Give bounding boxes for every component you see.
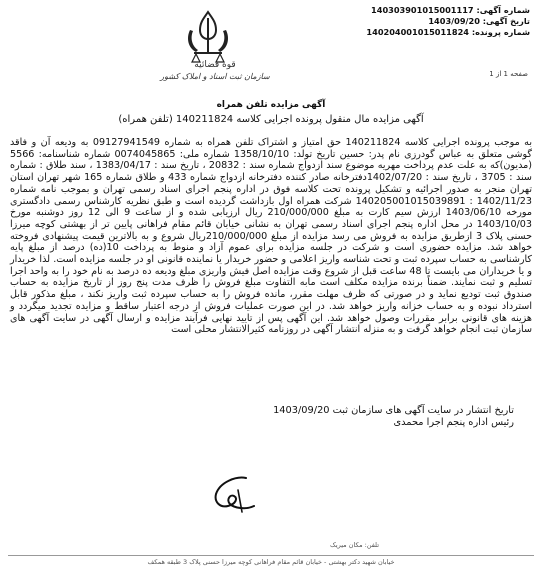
address-line: خیابان شهید دکتر بهشتی - خیابان قائم مقام فراهانی کوچه میرزا حسنی پلاک 3 طبقه همکف bbox=[147, 558, 395, 566]
footer-divider bbox=[8, 555, 534, 556]
org-judiciary: قوه قضائیه bbox=[194, 60, 236, 70]
ad-number: شماره آگهی: 140303901015001117 bbox=[371, 5, 530, 15]
contact-line: تلفن: مکان میریک bbox=[330, 541, 380, 549]
notice-footer bbox=[273, 405, 514, 429]
file-number: شماره پرونده: 140204001015011824 bbox=[366, 27, 530, 37]
page-number: صفحه 1 از 1 bbox=[489, 70, 528, 78]
organization-name bbox=[160, 60, 270, 82]
signature-icon bbox=[206, 470, 264, 518]
notice-subtitle: آگهی مزایده مال منقول پرونده اجرایی کلاسه 140211824 (تلفن همراه) bbox=[118, 114, 424, 125]
notice-title: آگهی مزایده تلفن همراه bbox=[216, 100, 326, 110]
ad-date: تاریخ آگهی: 1403/09/20 bbox=[428, 16, 530, 26]
ad-metadata bbox=[366, 5, 530, 38]
org-registration: سازمان ثبت اسناد و املاک کشور bbox=[160, 72, 270, 81]
publish-date-line: تاریخ انتشار در سایت آگهی های سازمان ثبت 1403/09/20 bbox=[273, 405, 514, 416]
signer-line: رئیس اداره پنجم اجرا محمدی bbox=[393, 417, 514, 428]
notice-body: به موجب پرونده اجرایی کلاسه 140211824 حق امتیاز و اشتراک تلفن همراه به شماره 09127941549 به ودیعه آن و فاقد گوشی متعلق به عباس گودرزی نام پدر: حسین تاریخ تولد: 1358/10/10 شماره ملی: 0074045865 شماره شناسنامه: 5566 (مدیون)که به علت عدم پرداخت مهریه موضوع سند ازدواج شماره سند : 20832 ، تاریخ سند : 1383/04/17 ، سند طلاق : شماره سند : 3705 ، تاریخ سند : 1402/07/20دفترخانه صادر کننده دفترخانه ازدواج شماره 433 و طلاق شماره 165 شهر تهران استان تهران منجر به صدور اجرائیه و تشکیل پرونده تحت کلاسه فوق در اداره پنجم اجرای اسناد رسمی تهران و بموجب نامه شماره 1402/11/23 : 140205001015039891 شرکت همراه اول بازداشت گردیده است و طبق نظریه کارشناس رسمی دادگستری مورخه 1403/06/10 ارزش سیم کارت به مبلغ 210/000/000 ریال ارزیابی شده و از ساعت 9 الی 12 روز دوشنبه مورخ 1403/10/03 در محل اداره پنجم اجرای اسناد رسمی تهران به نشانی خیابان قائم مقام فراهانی پایین تر از بهشتی کوچه میرزا حسنی پلاک 3 ازطریق مزایده به فروش می رسد مزایده از مبلغ 210/000/000ریال شروع و به بالاترین قیمت پیشنهادی فروخته خواهد شد. مزایده حضوری است و شرکت در جلسه مزایده برای عموم آزاد و منوط به پرداخت 10(ده) درصد از مبلغ پایه کارشناسی به حساب سپرده ثبت و تحت شناسه واریز اعلامی و حضور خریدار یا نماینده قانونی او در جلسه مزایده است. لذا خریدار و یا خریداران می بایست تا 48 ساعت قبل از شروع وقت مزایده اصل فیش واریزی مبلغ ودیعه ده درصد به نام خود را به واحد اجرا تسلیم و ثبت نمایند. ضمناً برنده مزایده مکلف است مابه التفاوت مبلغ فروش را ظرف مدت پنج روز از تاریخ مزایده به حساب صندوق ثبت تودیع نماید و در صورتی که ظرف مهلت مقرر، مانده فروش را به حساب سپرده ثبت واریز نکند ، مبلغ مذکور قابل استرداد نبوده و به حساب خزانه واریز خواهد شد. در این صورت عملیات فروش از درجه اعتبار ساقط و مزایده تجدید میگردد و هزینه های قانونی برابر مقررات وصول خواهد شد. این آگهی پس از تایید نهایی فرآیند مزایده و ارسال آگهی در سایت آگهی های سازمان ثبت انجام خواهد گرفت و به منزله انتشار آگهی در روزنامه کثیرالانتشار محلی است bbox=[10, 137, 533, 336]
